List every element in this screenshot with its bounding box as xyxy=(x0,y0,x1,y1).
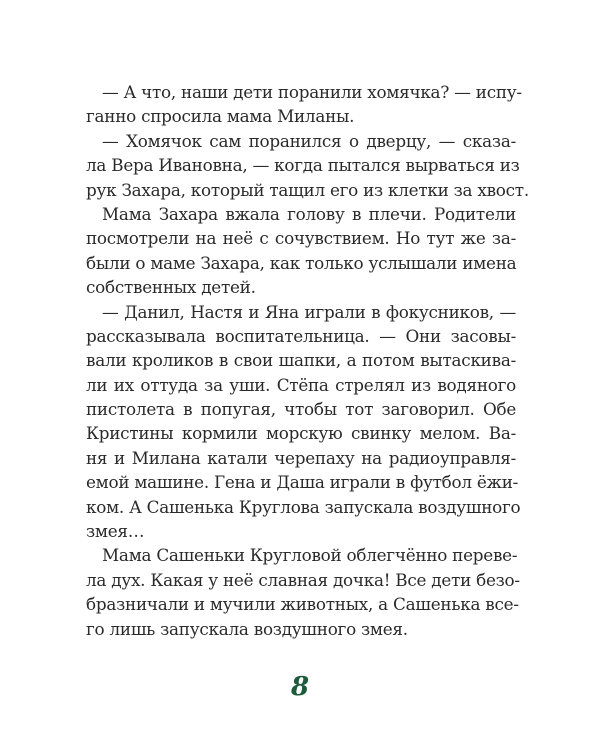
text-line: ли их оттуда за уши. Стёпа стрелял из водяного xyxy=(86,374,516,395)
paragraph xyxy=(86,300,521,544)
text-line: рук Захара, который тащил его из клетки за хвост. xyxy=(86,179,529,200)
text-line: — Данил, Настя и Яна играли в фокусников, — xyxy=(102,301,516,322)
text-line: ня и Милана катали черепаху на радиоуправля- xyxy=(86,447,516,468)
text-line: вали кроликов в свои шапки, а потом вытаскива- xyxy=(86,350,516,371)
text-line: змея… xyxy=(86,521,145,542)
text-line: ком. А Сашенька Круглова запускала воздушного xyxy=(86,496,521,517)
text-line: Кристины кормили морскую свинку мелом. Ва- xyxy=(86,423,516,444)
text-line: Мама Захара вжала голову в плечи. Родители xyxy=(102,203,516,224)
page-number: 8 xyxy=(290,672,310,702)
text-line: рассказывала воспитательница. — Они засовы- xyxy=(86,325,516,346)
paragraph xyxy=(86,129,529,202)
text-line: бразничали и мучили животных, а Сашенька все- xyxy=(86,594,519,615)
text-line: ла дух. Какая у неё славная дочка! Все дети безо- xyxy=(86,569,520,590)
text-line: го лишь запускала воздушного змея. xyxy=(86,618,408,639)
paragraph xyxy=(86,543,520,641)
text-line: — А что, наши дети поранили хомячка? — испу- xyxy=(102,82,522,102)
paragraph xyxy=(86,80,522,129)
text-line: были о маме Захара, как только услышали имена xyxy=(86,252,517,273)
story-text xyxy=(86,80,529,641)
text-line: пистолета в попугая, чтобы тот заговорил. Обе xyxy=(86,399,516,420)
text-line: посмотрели на неё с сочувствием. Но тут же за- xyxy=(86,228,516,249)
text-line: ганно спросила мама Миланы. xyxy=(86,106,355,127)
text-line: Мама Сашеньки Кругловой облегчённо переве- xyxy=(102,545,518,566)
text-line: — Хомячок сам поранился о дверцу, — сказа- xyxy=(102,130,516,151)
text-line: собственных детей. xyxy=(86,277,256,298)
text-line: ла Вера Ивановна, — когда пытался вырваться из xyxy=(86,155,520,176)
text-line: емой машине. Гена и Даша играли в футбол ёжи- xyxy=(86,472,519,493)
paragraph xyxy=(86,202,516,300)
